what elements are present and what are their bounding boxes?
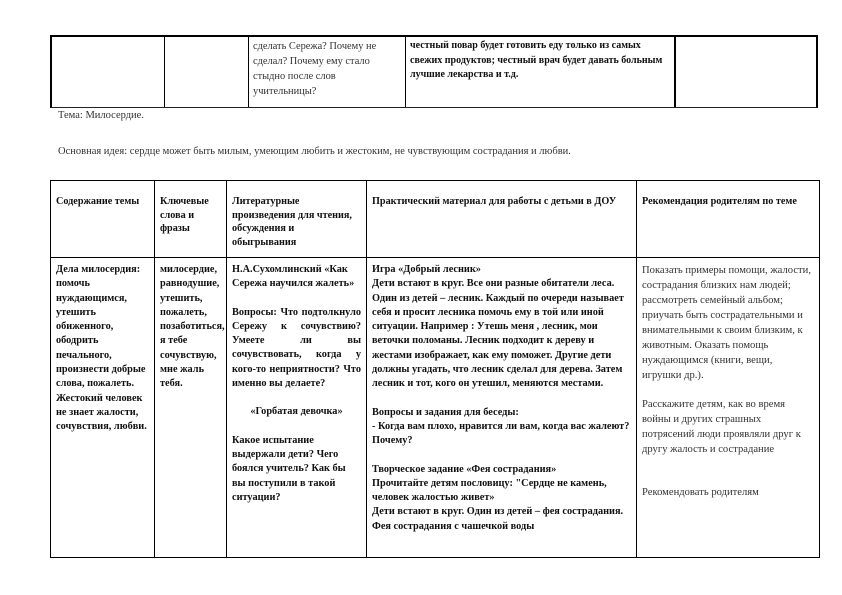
parent-rec-2: Расскажите детям, как во время войны и других страшных потрясений люди проявляли друг к другу жалость и сострадание bbox=[642, 399, 801, 455]
table-header-row bbox=[51, 181, 819, 258]
header-parent-recommendations: Рекомендация родителям по теме bbox=[642, 196, 797, 207]
continued-cell-1 bbox=[52, 37, 165, 107]
main-idea-line: Основная идея: сердце может быть милым, умеющим любить и жестоким, не чувствующим сострадания и любви. bbox=[58, 146, 571, 157]
cell-parent-recommendations bbox=[637, 258, 819, 557]
parent-rec-3: Рекомендовать родителям bbox=[642, 487, 759, 498]
continued-cell-practical: честный повар будет готовить еду только из самых свежих продуктов; честный врач будет давать больным лучшие лекарства и т.д. bbox=[406, 37, 676, 107]
discussion-text: - Когда вам плохо, нравится ли вам, когда вас жалеют? Почему? bbox=[372, 420, 630, 447]
game-title: Игра «Добрый лесник» bbox=[372, 264, 481, 275]
creative-task-text: Дети встают в круг. Один из детей – фея сострадания. Фея сострадания с чашечкой воды bbox=[372, 506, 624, 532]
parent-rec-1: Показать примеры помощи, жалости, сострадания близких нам людей; рассмотреть семейный альбом; приучать быть сострадательными и внимательными к своим близким, к животным. Оказать помощь нуждающимся (книги, вещи, игрушки др.). bbox=[642, 265, 811, 381]
header-topic-content: Содержание темы bbox=[51, 181, 155, 257]
continued-cell-questions: сделать Сережа? Почему не сделал? Почему ему стало стыдно после слов учительницы? bbox=[249, 37, 406, 107]
literature-work-2-title: «Горбатая девочка» bbox=[250, 406, 343, 418]
cell-topic-content: Дела милосердия: помочь нуждающимся, утешить обиженного, ободрить печального, произнести добрые слова, пожалеть. Жестокий человек не знает жалости, сочувствия, любви. bbox=[51, 258, 155, 557]
continued-cell-2 bbox=[165, 37, 249, 107]
header-keywords: Ключевые слова и фразы bbox=[155, 181, 227, 257]
literature-work-2-questions: Какое испытание выдержали дети? Чего боялся учитель? Как бы вы поступили в такой ситуации? bbox=[232, 434, 346, 503]
questions-label: Вопросы: bbox=[232, 306, 277, 318]
continued-cell-5 bbox=[676, 37, 816, 107]
header-literature: Литературные произведения для чтения, обсуждения и обыгрывания bbox=[227, 181, 367, 257]
creative-task-title: Творческое задание «Фея сострадания» bbox=[372, 463, 557, 475]
creative-task-proverb: Прочитайте детям пословицу: "Сердце не камень, человек жалостью живет» bbox=[372, 477, 607, 504]
cell-practical-material bbox=[367, 258, 637, 557]
header-practical-material: Практический материал для работы с детьми в ДОУ bbox=[367, 181, 637, 257]
theme-line: Тема: Милосердие. bbox=[58, 110, 144, 121]
literature-work-1-questions bbox=[232, 306, 361, 392]
game-text: Дети встают в круг. Все они разные обитатели леса. Один из детей – лесник. Каждый по очереди называет себя и просит лесника помочь ему в той или иной ситуации. Например : Утешь меня , лесник, мои веточки поломаны. Лесник подходит к дереву и жестами изображает, как ему поможет. Другие дети должны угадать, что лесник сделал для дерева. Затем лесник и тот, кого он утешил, меняются местами. bbox=[372, 278, 624, 390]
discussion-title: Вопросы и задания для беседы: bbox=[372, 406, 519, 418]
cell-keywords: милосердие, равнодушие, утешить, пожалеть, позаботиться, я тебе сочувствую, мне жаль тебя. bbox=[155, 258, 227, 557]
literature-work-1-title: Н.А.Сухомлинский «Как Сережа научился жалеть» bbox=[232, 264, 355, 290]
continued-table bbox=[50, 35, 818, 108]
table-row bbox=[51, 258, 819, 557]
lesson-plan-table bbox=[50, 180, 820, 558]
cell-literature bbox=[227, 258, 367, 557]
questions-text: Что подтолкнуло Сережу к сочувствию? Умеете ли вы сочувствовать, когда у кого-то неприятности? Что именно вы делаете? bbox=[232, 306, 362, 390]
